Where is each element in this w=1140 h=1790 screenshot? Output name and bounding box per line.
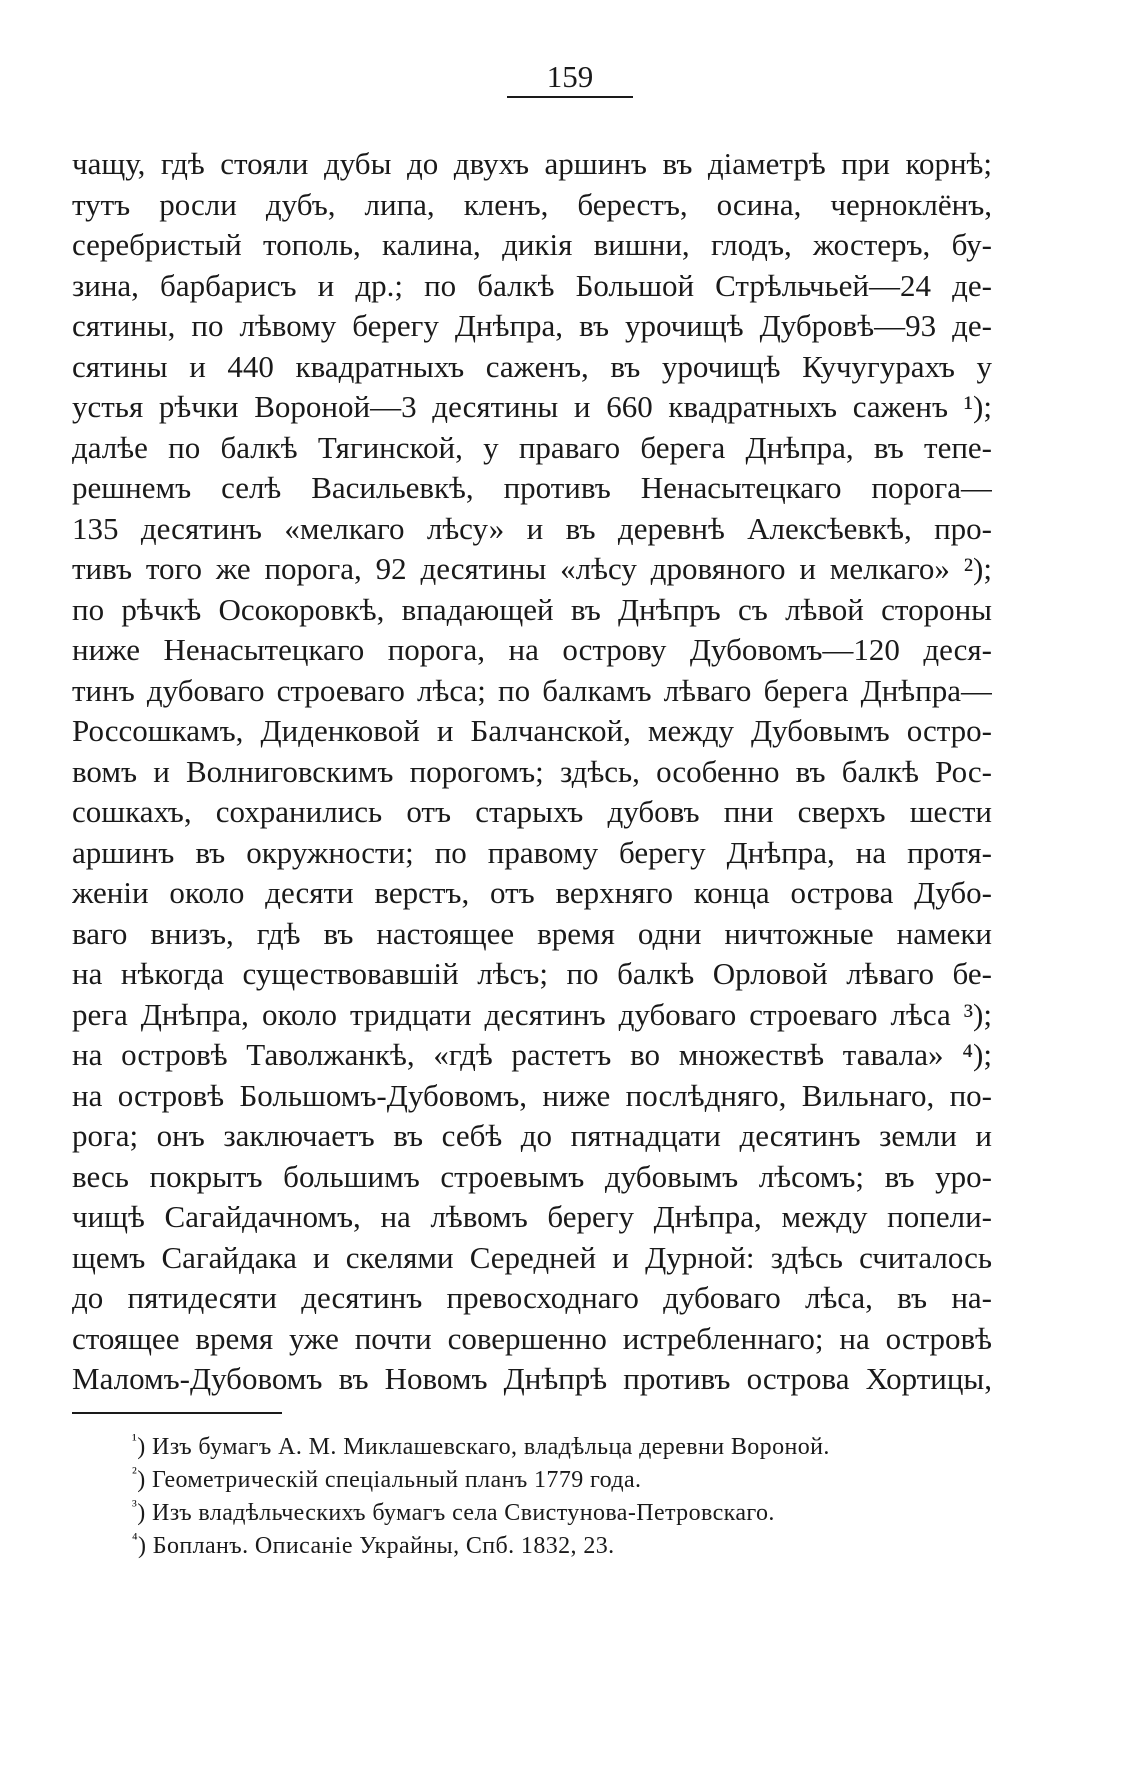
body-line: рога; онъ заключаетъ въ себѣ до пятнадцати десятинъ земли и [72,1118,992,1153]
body-line: вомъ и Волниговскимъ порогомъ; здѣсь, особенно въ балкѣ Рос- [72,753,992,789]
body-line: Россошкамъ, Диденковой и Балчанской, между Дубовымъ остро- [72,713,992,748]
body-line: сятины, по лѣвому берегу Днѣпра, въ урочищѣ Дубровѣ—93 де- [72,308,992,343]
body-line: на нѣкогда существовавшій лѣсъ; по балкѣ Орловой лѣваго бе- [72,956,992,991]
body-line: ниже Ненасытецкаго порога, на острову Дубовомъ—120 деся- [72,632,992,667]
body-line: рега Днѣпра, около тридцати десятинъ дубоваго строеваго лѣса ³); [72,996,992,1032]
body-line: Маломъ-Дубовомъ въ Новомъ Днѣпрѣ противъ острова Хортицы, [72,1361,992,1396]
footnote-text: ) Геометрическій спеціальный планъ 1779 года. [137,1467,642,1493]
body-line: серебристый тополь, калина, дикія вишни, глодъ, жостеръ, бу- [72,227,992,262]
body-line: чищѣ Сагайдачномъ, на лѣвомъ берегу Днѣпра, между попели- [72,1199,992,1234]
page-header [0,58,1140,98]
body-line: решнемъ селѣ Васильевкѣ, противъ Ненасытецкаго порога— [72,470,992,505]
footnote [132,1523,992,1559]
body-line: устья рѣчки Вороной—3 десятины и 660 квадратныхъ саженъ ¹); [72,389,992,424]
body-line: женіи около десяти верстъ, отъ верхняго конца острова Дубо- [72,875,992,910]
body-line: на островѣ Таволжанкѣ, «гдѣ растетъ во множествѣ тавала» ⁴); [72,1037,992,1072]
page-number: 159 [507,58,634,98]
body-line: сятины и 440 квадратныхъ саженъ, въ урочищѣ Кучугурахъ у [72,348,992,384]
footnote-text: ) Изъ владѣльческихъ бумагъ села Свистунова-Петровскаго. [137,1500,775,1526]
body-text [72,144,992,1400]
body-line: до пятидесяти десятинъ превосходнаго дубоваго лѣса, въ на- [72,1280,992,1315]
body-line: далѣе по балкѣ Тягинской, у праваго берега Днѣпра, въ тепе- [72,429,992,465]
footnote-separator [72,1412,282,1414]
body-line: аршинъ въ окружности; по правому берегу Днѣпра, на протя- [72,834,992,870]
footnotes [132,1424,992,1559]
footnote [132,1424,992,1460]
body-line: 135 десятинъ «мелкаго лѣсу» и въ деревнѣ Алексѣевкѣ, про- [72,510,992,546]
footnote [132,1490,992,1526]
body-line: ваго внизъ, гдѣ въ настоящее время одни ничтожные намеки [72,915,992,951]
body-line: на островѣ Большомъ-Дубовомъ, ниже послѣдняго, Вильнаго, по- [72,1077,992,1113]
footnote-text: ) Изъ бумагъ А. М. Миклашевскаго, владѣльца деревни Вороной. [137,1434,830,1460]
body-line: щемъ Сагайдака и скелями Середней и Дурной: здѣсь считалось [72,1239,992,1275]
body-line: стоящее время уже почти совершенно истребленнаго; на островѣ [72,1320,992,1356]
body-line: весь покрытъ большимъ строевымъ дубовымъ лѣсомъ; въ уро- [72,1158,992,1194]
body-line: сошкахъ, сохранились отъ старыхъ дубовъ пни сверхъ шести [72,794,992,829]
body-line: тинъ дубоваго строеваго лѣса; по балкамъ лѣваго берега Днѣпра— [72,672,992,708]
footnote-mark: ⁴ [132,1531,138,1548]
footnote-text: ) Бопланъ. Описаніе Украйны, Спб. 1832, 23. [137,1533,615,1559]
footnote-mark: ¹ [132,1432,138,1449]
body-line: тивъ того же порога, 92 десятины «лѣсу дровяного и мелкаго» ²); [72,551,992,586]
footnote-mark: ² [132,1465,138,1482]
footnote [132,1457,992,1493]
body-line: тутъ росли дубъ, липа, кленъ, берестъ, осина, черноклёнъ, [72,186,992,222]
body-line: по рѣчкѣ Осокоровкѣ, впадающей въ Днѣпръ съ лѣвой стороны [72,591,992,627]
footnote-mark: ³ [132,1498,138,1515]
body-line: зина, барбарисъ и др.; по балкѣ Большой Стрѣльчьей—24 де- [72,267,992,303]
body-line: чащу, гдѣ стояли дубы до двухъ аршинъ въ діаметрѣ при корнѣ; [72,146,992,181]
